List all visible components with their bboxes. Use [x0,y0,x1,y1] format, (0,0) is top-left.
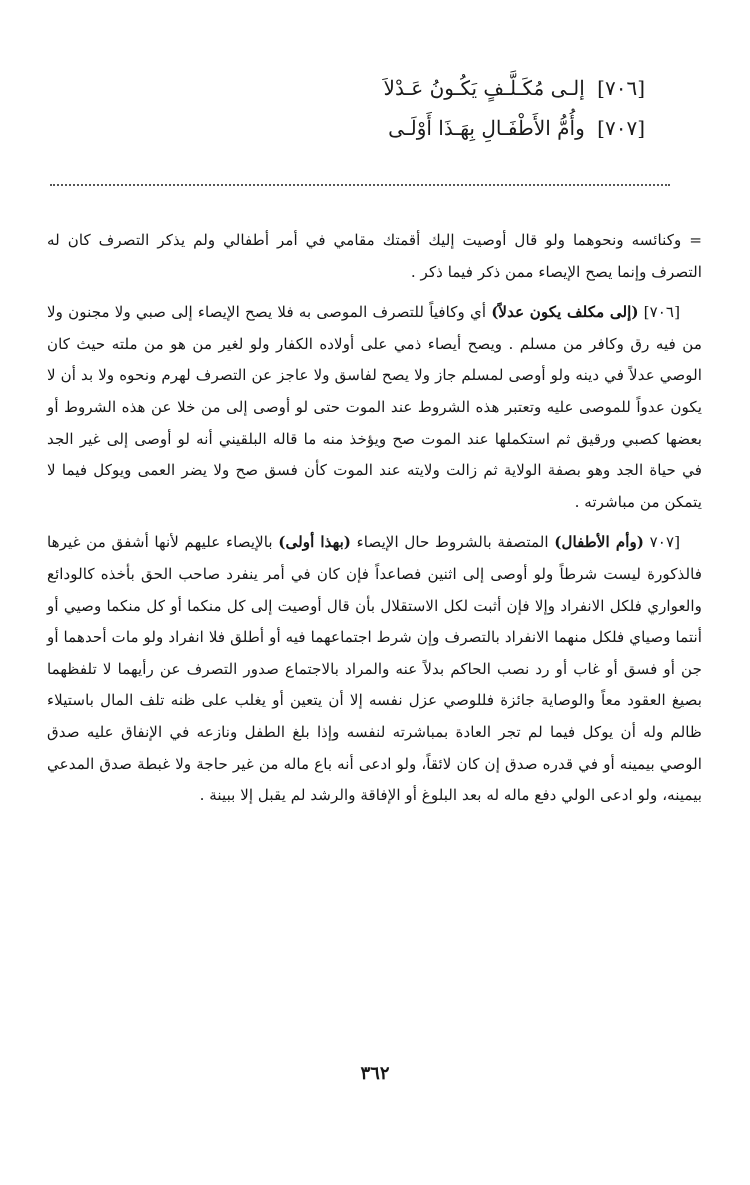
page-number: ٣٦٢ [360,1063,390,1084]
note-text: بالإيصاء عليهم لأنها أشفق من غيرها فالذكورة ليست شرطاً ولو أوصى إلى اثنين فصاعداً فإن كان في أمر ينفرد صاحب الحق بأخذه كالودائع والعواري فلكل الانفراد وإلا فإن أثبت لكل الاستقلال بأن قال أوصيت إلى كل منكما أو كل منكما وصيي أو أنتما وصياي فلكل منهما الانفراد بالتصرف وإن شرط اجتماعهما فيه أو أطلق فلا انفراد ولو مات أحدهما أو جن أو فسق أو غاب أو رد نصب الحاكم بدلاً عنه والمراد بالاجتماع صدور التصرف عن رأيهما لا تلفظهما بصيغ العقود معاً والوصاية جائزة فللوصي عزل نفسه إلا أن يتعين أو يغلب على ظنه تلف المال باستيلاء ظالم وله أن يوكل فيما لم تجر العادة بمباشرته لنفسه وإذا بلغ الطفل ونازعه في الإنفاق عليه صدق الوصي بيمينه أو في قدره صدق إن كان لائقاً، ولو ادعى أنه باع ماله من غير حاجة ولا غبطة صدق المدعي بيمينه، ولو ادعى الولي دفع ماله له بعد البلوغ أو الإفاقة والرشد لم يقبل إلا ببينة . [47,533,702,805]
poem-verses [245,68,645,148]
note-text: أي وكافياً للتصرف الموصى به فلا يصح الإيصاء إلى صبي ولا مجنون ولا من فيه رق وكافر من مسلم . ويصح أيصاء ذمي على أولاده الكفار ولو لغير من هو من ملته حيث كان الوصي عدلاً في دينه ولو أوصى لمسلم جاز ولا يصح لفاسق ولا عاجز عن التصرف لهرم ونحوه ولا بد أن لا يكون عدواً للموصى عليه وتعتبر هذه الشروط عند الموت حتى لو أوصى إلى من خلا عن هذه الشروط أو بعضها كصبي ورقيق ثم استكملها عند الموت صح ويؤخذ منه ما قاله البلقيني أنه لو أوصى إلى غير الجد في حياة الجد وهو بصفة الولاية ثم زالت ولايته عند الموت كأن فسق صح ولا يضر العمى ويوكل فيما لا يتمكن من مباشرته . [47,303,702,511]
note-706-paragraph [47,297,702,518]
verse-text: إلـى مُكَـلَّـفٍ يَكُـونُ عَـدْلاَ [383,76,585,100]
continuation-paragraph: = وكنائسه ونحوهما ولو قال أوصيت إليك أقمتك مقامي في أمر أطفالي ولم يذكر التصرف كان له التصرف وإنما يصح الإيصاء ممن ذكر فيما ذكر . [47,231,702,281]
verse-707 [245,108,645,148]
section-divider [50,184,670,186]
verse-706 [245,68,645,108]
verse-number: [٧٠٦] [597,76,645,100]
commentary [47,225,702,821]
note-number: [٧٠٦] [643,303,681,322]
note-number: [٧٠٧ [649,533,681,552]
note-text: المتصفة بالشروط حال الإيصاء [356,533,549,552]
note-lemma: (إلى مكلف يكون عدلاً) [491,303,639,322]
note-lemma: (وأم الأطفال) [554,533,644,552]
note-707-paragraph [47,527,702,811]
verse-text: وأُمُّ الأَطْفَـالِ بِهَـذَا أَوْلَـى [388,116,585,140]
verse-number: [٧٠٧] [597,116,645,140]
note-lemma: (بهذا أولى) [278,533,351,552]
